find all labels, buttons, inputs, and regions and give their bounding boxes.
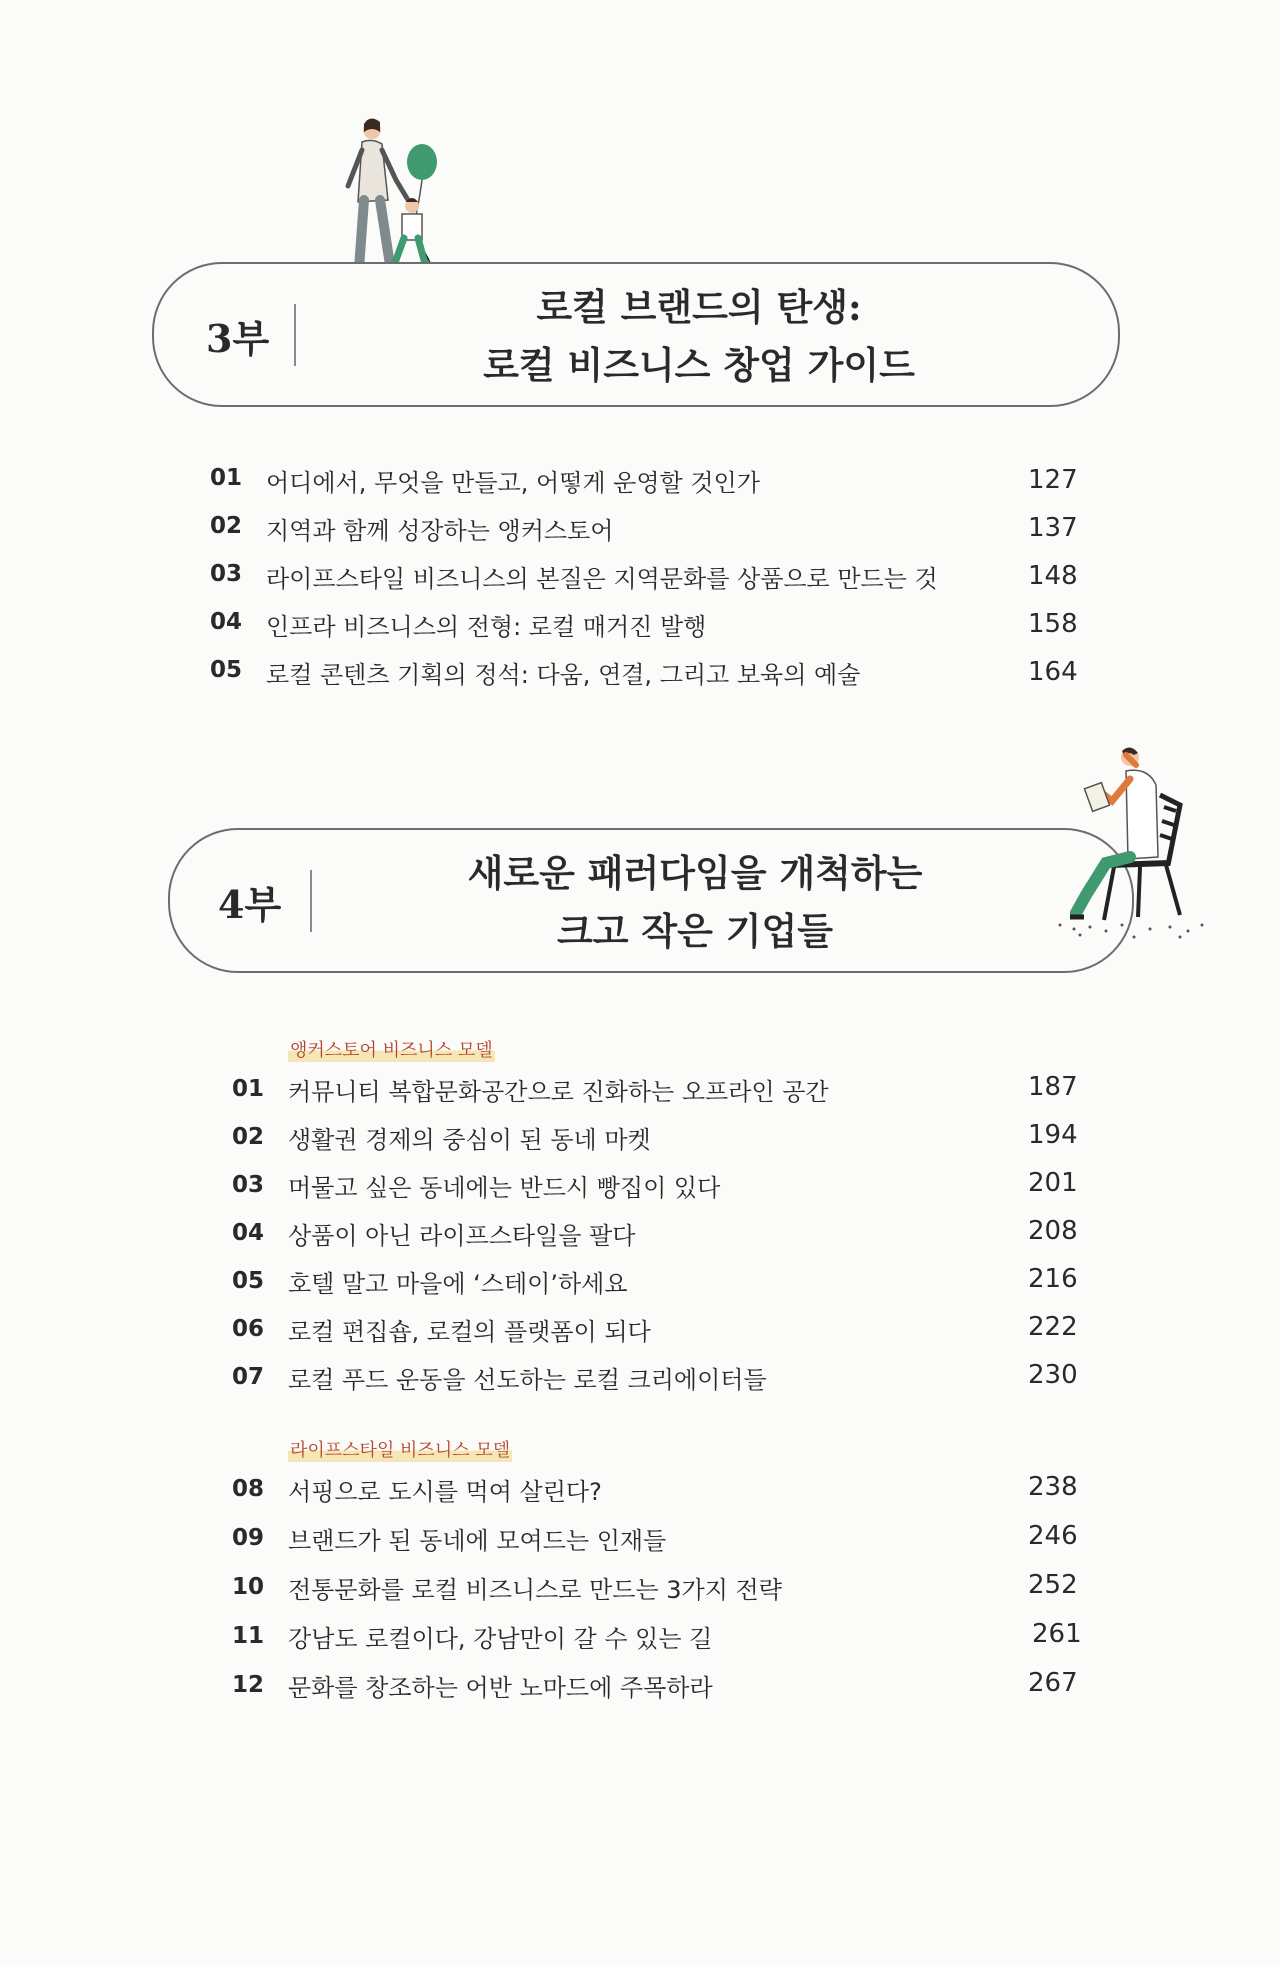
toc-title: 지역과 함께 성장하는 앵커스토어 [266,517,614,545]
toc-row[interactable] [232,1120,1082,1160]
part3-number: 3부 [206,316,270,361]
part3-title-line1: 로컬 브랜드의 탄생: [536,285,862,329]
toc-number: 12 [232,1672,265,1698]
toc-title: 인프라 비즈니스의 전형: 로컬 매거진 발행 [266,613,707,641]
toc-title: 생활권 경제의 중심이 된 동네 마켓 [288,1126,651,1154]
toc-title: 전통문화를 로컬 비즈니스로 만드는 3가지 전략 [288,1576,782,1604]
toc-page-number: 137 [1028,513,1078,543]
toc-number: 03 [210,561,243,587]
toc-title: 로컬 푸드 운동을 선도하는 로컬 크리에이터들 [288,1366,767,1394]
part3-title [334,278,1064,394]
toc-number: 05 [210,657,243,683]
toc-title: 호텔 말고 마을에 ‘스테이’하세요 [288,1270,628,1298]
toc-page-number: 208 [1028,1216,1078,1246]
part4-header [168,828,1134,973]
toc-row[interactable] [210,655,1076,695]
toc-page-number: 222 [1028,1312,1078,1342]
toc-title: 로컬 편집숍, 로컬의 플랫폼이 되다 [288,1318,651,1346]
toc-page-number: 252 [1028,1570,1078,1600]
toc-number: 01 [232,1076,265,1102]
toc-row[interactable] [232,1619,1082,1659]
toc-page-number: 164 [1028,657,1078,687]
toc-title: 라이프스타일 비즈니스의 본질은 지역문화를 상품으로 만드는 것 [266,565,938,593]
toc-row[interactable] [210,559,1076,599]
toc-page-number: 201 [1028,1168,1078,1198]
part4-title [330,844,1060,960]
toc-number: 04 [232,1220,265,1246]
toc-title: 문화를 창조하는 어반 노마드에 주목하라 [288,1674,713,1702]
toc-page-number: 187 [1028,1072,1078,1102]
toc-number: 10 [232,1574,265,1600]
toc-row[interactable] [232,1570,1082,1610]
toc-row[interactable] [232,1216,1082,1256]
toc-row[interactable] [210,463,1076,503]
toc-title: 상품이 아닌 라이프스타일을 팔다 [288,1222,636,1250]
toc-number: 01 [210,465,243,491]
toc-number: 03 [232,1172,265,1198]
toc-title: 브랜드가 된 동네에 모여드는 인재들 [288,1527,667,1555]
toc-row[interactable] [232,1521,1082,1561]
toc-row[interactable] [232,1360,1082,1400]
toc-row[interactable] [210,511,1076,551]
toc-title: 머물고 싶은 동네에는 반드시 빵집이 있다 [288,1174,721,1202]
toc-page-number: 216 [1028,1264,1078,1294]
toc-page-number: 230 [1028,1360,1078,1390]
part3-header [152,262,1120,407]
part3-title-line2: 로컬 비즈니스 창업 가이드 [483,343,915,387]
toc-number: 11 [232,1623,265,1649]
part3-divider [294,304,296,366]
section-label-lifestyle: 라이프스타일 비즈니스 모델 [288,1436,512,1462]
toc-page-number: 238 [1028,1472,1078,1502]
toc-row[interactable] [232,1668,1082,1708]
part4-title-line1: 새로운 패러다임을 개척하는 [467,851,923,895]
toc-page-number: 267 [1028,1668,1078,1698]
toc-number: 08 [232,1476,265,1502]
toc-title: 커뮤니티 복합문화공간으로 진화하는 오프라인 공간 [288,1078,829,1106]
toc-page-number: 246 [1028,1521,1078,1551]
toc-page-number: 158 [1028,609,1078,639]
toc-number: 07 [232,1364,265,1390]
toc-number: 06 [232,1316,265,1342]
toc-number: 02 [210,513,243,539]
toc-number: 04 [210,609,243,635]
toc-row[interactable] [232,1312,1082,1352]
toc-title: 서핑으로 도시를 먹여 살린다? [288,1478,602,1506]
toc-page-number: 127 [1028,465,1078,495]
toc-number: 02 [232,1124,265,1150]
toc-row[interactable] [210,607,1076,647]
toc-row[interactable] [232,1168,1082,1208]
toc-page-number: 148 [1028,561,1078,591]
part4-title-line2: 크고 작은 기업들 [557,909,833,953]
toc-row[interactable] [232,1264,1082,1304]
toc-number: 05 [232,1268,265,1294]
toc-page-number: 261 [1032,1619,1082,1649]
toc-title: 강남도 로컬이다, 강남만이 갈 수 있는 길 [288,1625,713,1653]
toc-title: 로컬 콘텐츠 기획의 정석: 다움, 연결, 그리고 보육의 예술 [266,661,861,689]
toc-number: 09 [232,1525,265,1551]
toc-title: 어디에서, 무엇을 만들고, 어떻게 운영할 것인가 [266,469,760,497]
part4-divider [310,870,312,932]
man-reading-on-chair-illustration [1030,745,1220,945]
toc-row[interactable] [232,1472,1082,1512]
toc-page-number: 194 [1028,1120,1078,1150]
toc-row[interactable] [232,1072,1082,1112]
section-label-anchor-store: 앵커스토어 비즈니스 모델 [288,1036,495,1062]
part4-number: 4부 [218,882,282,927]
